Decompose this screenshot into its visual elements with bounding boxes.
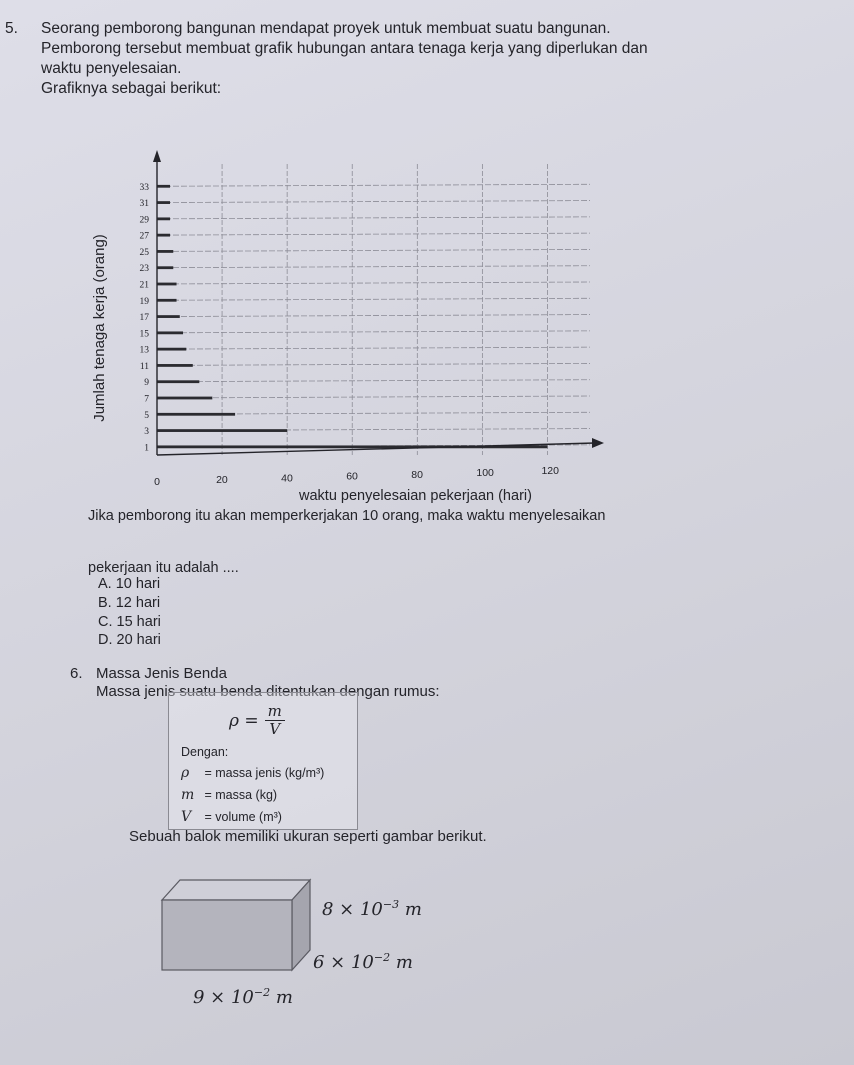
x-tick-label: 40 bbox=[281, 472, 293, 485]
chart-axes bbox=[153, 150, 604, 455]
x-tick-label: 120 bbox=[541, 465, 559, 478]
y-tick-label: 15 bbox=[139, 329, 149, 340]
chart-bar bbox=[157, 201, 170, 204]
definition-row bbox=[181, 787, 277, 803]
chart-bar bbox=[157, 266, 173, 269]
definition-symbol: m bbox=[181, 787, 195, 803]
chart-y-label: Jumlah tenaga kerja (orang) bbox=[91, 234, 108, 422]
workforce-chart bbox=[60, 140, 620, 512]
x-tick-label: 80 bbox=[411, 468, 423, 481]
definition-symbol: V bbox=[181, 809, 192, 825]
formula-box bbox=[168, 692, 358, 830]
dimension-depth: $6 \times 10^{-2}$ m bbox=[313, 951, 413, 973]
question-5-line: waktu penyelesaian. bbox=[41, 60, 182, 77]
question-5-line: Grafiknya sebagai berikut: bbox=[41, 80, 222, 97]
formula-lhs: ρ = bbox=[229, 710, 259, 731]
formula-numerator: m bbox=[265, 703, 285, 721]
chart-bar bbox=[157, 217, 170, 220]
x-tick-label: 0 bbox=[154, 476, 160, 488]
chart-bar bbox=[157, 234, 170, 237]
y-axis-arrow bbox=[153, 150, 161, 162]
y-tick-label: 27 bbox=[139, 231, 149, 242]
chart-x-label: waktu penyelesaian pekerjaan (hari) bbox=[299, 488, 532, 504]
question-5-line: Seorang pemborong bangunan mendapat proyek untuk membuat suatu bangunan. bbox=[41, 20, 611, 37]
y-tick-label: 25 bbox=[139, 247, 149, 258]
y-tick-label: 19 bbox=[139, 296, 149, 307]
y-tick-label: 11 bbox=[139, 361, 149, 372]
density-formula bbox=[229, 703, 285, 738]
y-tick-label: 33 bbox=[139, 182, 149, 193]
y-tick-label: 3 bbox=[144, 427, 149, 438]
question-5-prompt: pekerjaan itu adalah .... bbox=[88, 560, 239, 576]
y-tick-label: 9 bbox=[144, 378, 149, 389]
block-diagram bbox=[150, 872, 320, 978]
chart-x-ticks bbox=[154, 465, 559, 488]
chart-bar bbox=[157, 397, 212, 400]
x-axis-arrow bbox=[592, 438, 604, 448]
question-5-prompt: Jika pemborong itu akan memperkerjakan 10 orang, maka waktu menyelesaikan bbox=[88, 508, 606, 524]
question-5-number: 5. bbox=[5, 20, 18, 37]
chart-bar bbox=[157, 299, 177, 302]
chart-bar bbox=[157, 283, 177, 286]
definition-row bbox=[181, 765, 324, 781]
option-a[interactable]: A. 10 hari bbox=[98, 576, 161, 592]
x-tick-label: 100 bbox=[476, 467, 494, 479]
block-top-face bbox=[162, 880, 310, 900]
y-tick-label: 23 bbox=[139, 264, 149, 275]
chart-bar bbox=[157, 315, 180, 318]
y-tick-label: 1 bbox=[144, 443, 149, 454]
y-tick-label: 21 bbox=[139, 280, 149, 291]
chart-bar bbox=[157, 331, 183, 334]
option-c[interactable]: C. 15 hari bbox=[98, 614, 161, 630]
x-tick-label: 20 bbox=[216, 474, 228, 487]
formula-fraction bbox=[265, 703, 285, 738]
chart-bar bbox=[157, 413, 235, 416]
chart-bar bbox=[157, 250, 173, 253]
formula-denominator: V bbox=[269, 720, 281, 738]
dimension-width: $9 \times 10^{-2}$ m bbox=[193, 986, 293, 1008]
chart-bar bbox=[157, 185, 170, 188]
definition-row bbox=[181, 809, 282, 825]
question-6-number: 6. bbox=[70, 665, 83, 682]
chart-grid bbox=[157, 164, 590, 455]
y-tick-label: 5 bbox=[144, 410, 149, 421]
y-tick-label: 17 bbox=[139, 313, 149, 324]
block-description: Sebuah balok memiliki ukuran seperti gambar berikut. bbox=[129, 828, 487, 845]
question-5-line: Pemborong tersebut membuat grafik hubungan antara tenaga kerja yang diperlukan dan bbox=[41, 40, 648, 57]
x-tick-label: 60 bbox=[346, 470, 358, 483]
formula-dengan: Dengan: bbox=[181, 745, 229, 759]
y-tick-label: 29 bbox=[139, 215, 149, 226]
block-front-face bbox=[162, 900, 292, 970]
chart-bar bbox=[157, 348, 186, 351]
question-6-title: Massa Jenis Benda bbox=[96, 665, 227, 682]
definition-symbol: ρ bbox=[181, 765, 190, 781]
dimension-height: $8 \times 10^{-3}$ m bbox=[322, 898, 422, 920]
y-tick-label: 7 bbox=[144, 394, 149, 405]
chart-y-ticks bbox=[140, 183, 150, 454]
chart-bar bbox=[157, 429, 287, 432]
question-6-intro: Massa jenis suatu benda ditentukan dengan rumus: bbox=[96, 683, 440, 700]
option-d[interactable]: D. 20 hari bbox=[98, 632, 161, 648]
definition-text: = volume (m³) bbox=[204, 810, 282, 824]
y-tick-label: 13 bbox=[139, 345, 149, 356]
option-b[interactable]: B. 12 hari bbox=[98, 595, 161, 611]
x-axis-line bbox=[157, 443, 595, 455]
chart-bar bbox=[157, 364, 193, 367]
definition-text: = massa jenis (kg/m³) bbox=[204, 766, 325, 780]
definition-text: = massa (kg) bbox=[204, 788, 278, 802]
chart-bar bbox=[157, 380, 199, 383]
y-tick-label: 31 bbox=[139, 199, 149, 210]
